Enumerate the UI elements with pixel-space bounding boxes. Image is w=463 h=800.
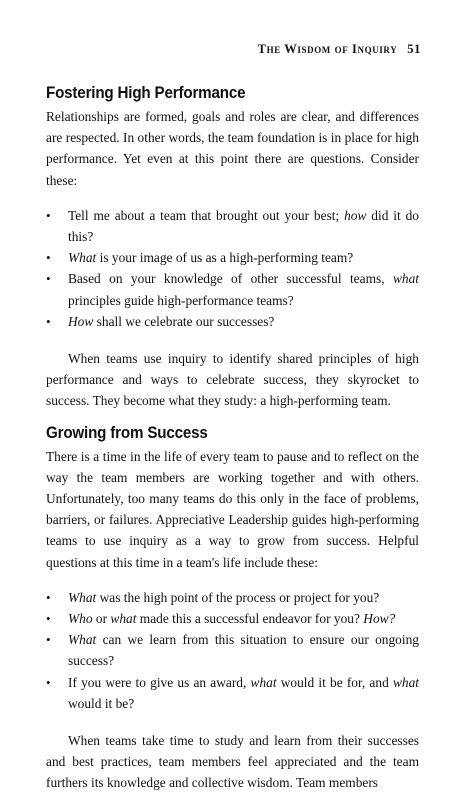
- list-item: • Who or what made this a successful endeavor for you? How?: [46, 608, 419, 629]
- section1-intro: Relationships are formed, goals and roles are clear, and differences are respected. In other words, the team foundation is in place for high performance. Yet even at this point there are questions. Consider these:: [46, 109, 419, 188]
- list-item: • How shall we celebrate our successes?: [46, 311, 419, 332]
- section-heading-fostering: Fostering High Performance: [46, 84, 246, 102]
- section1-closing: When teams use inquiry to identify shared principles of high performance and ways to celebrate success, they skyrocket to success. They become what they study: a high-performing team.: [46, 351, 419, 409]
- bullet-icon: •: [46, 674, 51, 690]
- bullet-icon: •: [46, 250, 51, 266]
- running-head: [258, 42, 421, 57]
- list-item: • What was the high point of the process or project for you?: [46, 587, 419, 608]
- bullet-icon: •: [46, 632, 51, 648]
- page-number: 51: [407, 42, 421, 56]
- section1-bullet-list: [46, 205, 419, 332]
- bullet-icon: •: [46, 611, 51, 627]
- bullet-icon: •: [46, 313, 51, 329]
- bullet-icon: •: [46, 271, 51, 287]
- list-item: • What can we learn from this situation to ensure our ongoing success?: [46, 629, 419, 671]
- section2-bullet-list: [46, 587, 419, 714]
- section2-closing: When teams take time to study and learn from their successes and best practices, team members feel appreciated and the team furthers its knowledge and collective wisdom. Team members: [46, 733, 419, 791]
- list-item: • Tell me about a team that brought out your best; how did it do this?: [46, 205, 419, 247]
- list-item: • What is your image of us as a high-performing team?: [46, 247, 419, 268]
- text-column: [46, 82, 419, 794]
- bullet-icon: •: [46, 207, 51, 223]
- running-head-title: The Wisdom of Inquiry: [257, 42, 398, 56]
- section-heading-growing: Growing from Success: [46, 423, 208, 442]
- bullet-icon: •: [46, 589, 51, 605]
- section2-intro: There is a time in the life of every team to pause and to reflect on the way the team members are working together and with others. Unfortunately, too many teams do this only in the face of problems, barriers, or failures. Appreciative Leadership guides high-performing teams to use inquiry as a way to grow from success. Helpful questions at this time in a team's life include these:: [46, 448, 419, 570]
- list-item: • If you were to give us an award, what would it be for, and what would it be?: [46, 672, 419, 714]
- list-item: • Based on your knowledge of other successful teams, what principles guide high-performance teams?: [46, 268, 419, 310]
